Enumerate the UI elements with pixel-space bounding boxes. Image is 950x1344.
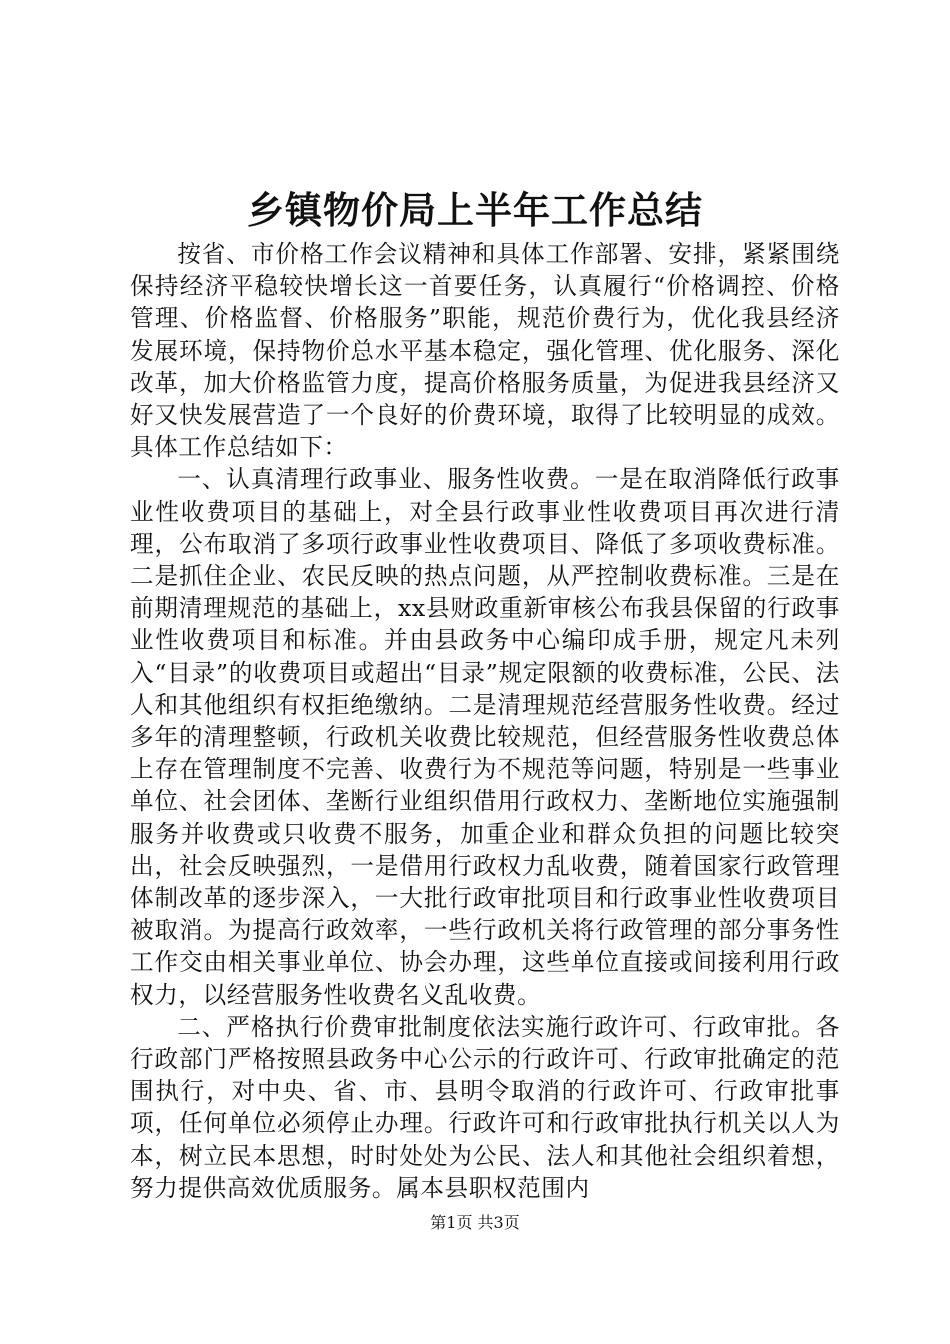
paragraph-section-1: 一、认真清理行政事业、服务性收费。一是在取消降低行政事业性收费项目的基础上，对全县行政事业性收费项目再次进行清理，公布取消了多项行政事业性收费项目、降低了多项收费标准。二是抓住企业、农民反映的热点问题，从严控制收费标准。三是在前期清理规范的基础上，xx县财政重新审核公布我县保留的行政事业性收费项目和标准。并由县政务中心编印成手册，规定凡未列入“目录”的收费项目或超出“目录”规定限额的收费标准，公民、法人和其他组织有权拒绝缴纳。二是清理规范经营服务性收费。经过多年的清理整顿，行政机关收费比较规范，但经营服务性收费总体上存在管理制度不完善、收费行为不规范等问题，特别是一些事业单位、社会团体、垄断行业组织借用行政权力、垄断地位实施强制服务并收费或只收费不服务，加重企业和群众负担的问题比较突出，社会反映强烈，一是借用行政权力乱收费，随着国家行政管理体制改革的逐步深入，一大批行政审批项目和行政事业性收费项目被取消。为提高行政效率，一些行政机关将行政管理的部分事务性工作交由相关事业单位、协会办理，这些单位直接或间接利用行政权力，以经营服务性收费名义乱收费。 bbox=[130, 465, 840, 1009]
document-body bbox=[130, 238, 840, 1204]
page-number-footer: 第1页 共3页 bbox=[430, 1213, 520, 1232]
paragraph-section-2: 二、严格执行价费审批制度依法实施行政许可、行政审批。各行政部门严格按照县政务中心公示的行政许可、行政审批确定的范围执行，对中央、省、市、县明令取消的行政许可、行政审批事项，任何单位必须停止办理。行政许可和行政审批执行机关以人为本，树立民本思想，时时处处为公民、法人和其他社会组织着想，努力提供高效优质服务。属本县职权范围内 bbox=[130, 1012, 840, 1202]
document-title: 乡镇物价局上半年工作总结 bbox=[247, 188, 703, 232]
paragraph-intro: 按省、市价格工作会议精神和具体工作部署、安排，紧紧围绕保持经济平稳较快增长这一首要任务，认真履行“价格调控、价格管理、价格监督、价格服务”职能，规范价费行为，优化我县经济发展环境，保持物价总水平基本稳定，强化管理、优化服务、深化改革，加大价格监管力度，提高价格服务质量，为促进我县经济又好又快发展营造了一个良好的价费环境，取得了比较明显的成效。具体工作总结如下： bbox=[130, 240, 840, 462]
